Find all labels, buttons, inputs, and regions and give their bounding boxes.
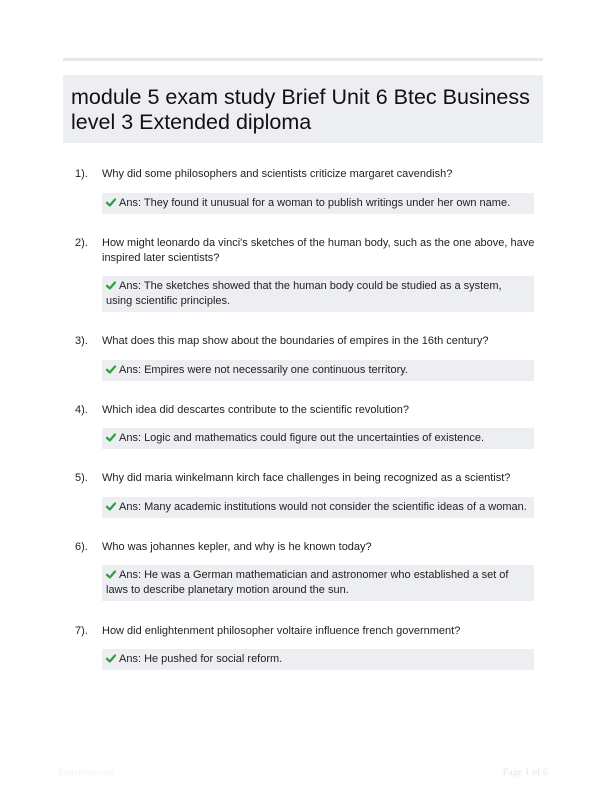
check-icon [106, 502, 116, 511]
answer-text: Ans: Many academic institutions would not consider the scientific ideas of a woman. [119, 501, 527, 513]
question-number: 6). [75, 541, 88, 553]
check-icon [106, 281, 116, 290]
answer-text: Ans: Logic and mathematics could figure out the uncertainties of existence. [119, 432, 485, 444]
question-text: How did enlightenment philosopher voltaire influence french government? [102, 625, 461, 637]
question-text: Why did maria winkelmann kirch face challenges in being recognized as a scientist? [102, 472, 511, 484]
answer-text: Ans: He pushed for social reform. [119, 653, 283, 665]
document-title: module 5 exam study Brief Unit 6 Btec Business level 3 Extended diploma [71, 85, 530, 134]
answer-box [102, 428, 534, 449]
top-divider [63, 58, 543, 61]
answer-box [102, 276, 534, 312]
answer-box [102, 360, 534, 381]
question-number: 3). [75, 335, 88, 347]
question-number: 2). [75, 237, 88, 249]
question-text: What does this map show about the boundaries of empires in the 16th century? [102, 335, 489, 347]
answer-text: Ans: They found it unusual for a woman to publish writings under her own name. [119, 197, 511, 209]
check-icon [106, 365, 116, 374]
answer-text: Ans: He was a German mathematician and astronomer who established a set of laws to describe planetary motion around the sun. [106, 569, 509, 596]
answer-box [102, 565, 534, 601]
answer-box [102, 497, 534, 518]
answer-text: Ans: Empires were not necessarily one continuous territory. [119, 364, 408, 376]
check-icon [106, 198, 116, 207]
title-panel [63, 75, 543, 143]
question-number: 4). [75, 404, 88, 416]
question-text: Who was johannes kepler, and why is he known today? [102, 541, 372, 553]
check-icon [106, 654, 116, 663]
answer-box [102, 193, 534, 214]
footer-watermark: Paperthistr.com [58, 767, 115, 777]
question-number: 5). [75, 472, 88, 484]
question-number: 1). [75, 168, 88, 180]
check-icon [106, 433, 116, 442]
check-icon [106, 570, 116, 579]
answer-text: Ans: The sketches showed that the human body could be studied as a system, using scientific principles. [106, 280, 502, 307]
answer-box [102, 649, 534, 670]
question-number: 7). [75, 625, 88, 637]
question-text: Why did some philosophers and scientists criticize margaret cavendish? [102, 168, 453, 180]
question-text: Which idea did descartes contribute to the scientific revolution? [102, 404, 409, 416]
question-text: How might leonardo da vinci's sketches of the human body, such as the one above, have inspired later scientists? [102, 237, 535, 264]
page-indicator: Page 1 of 6 [502, 767, 548, 778]
